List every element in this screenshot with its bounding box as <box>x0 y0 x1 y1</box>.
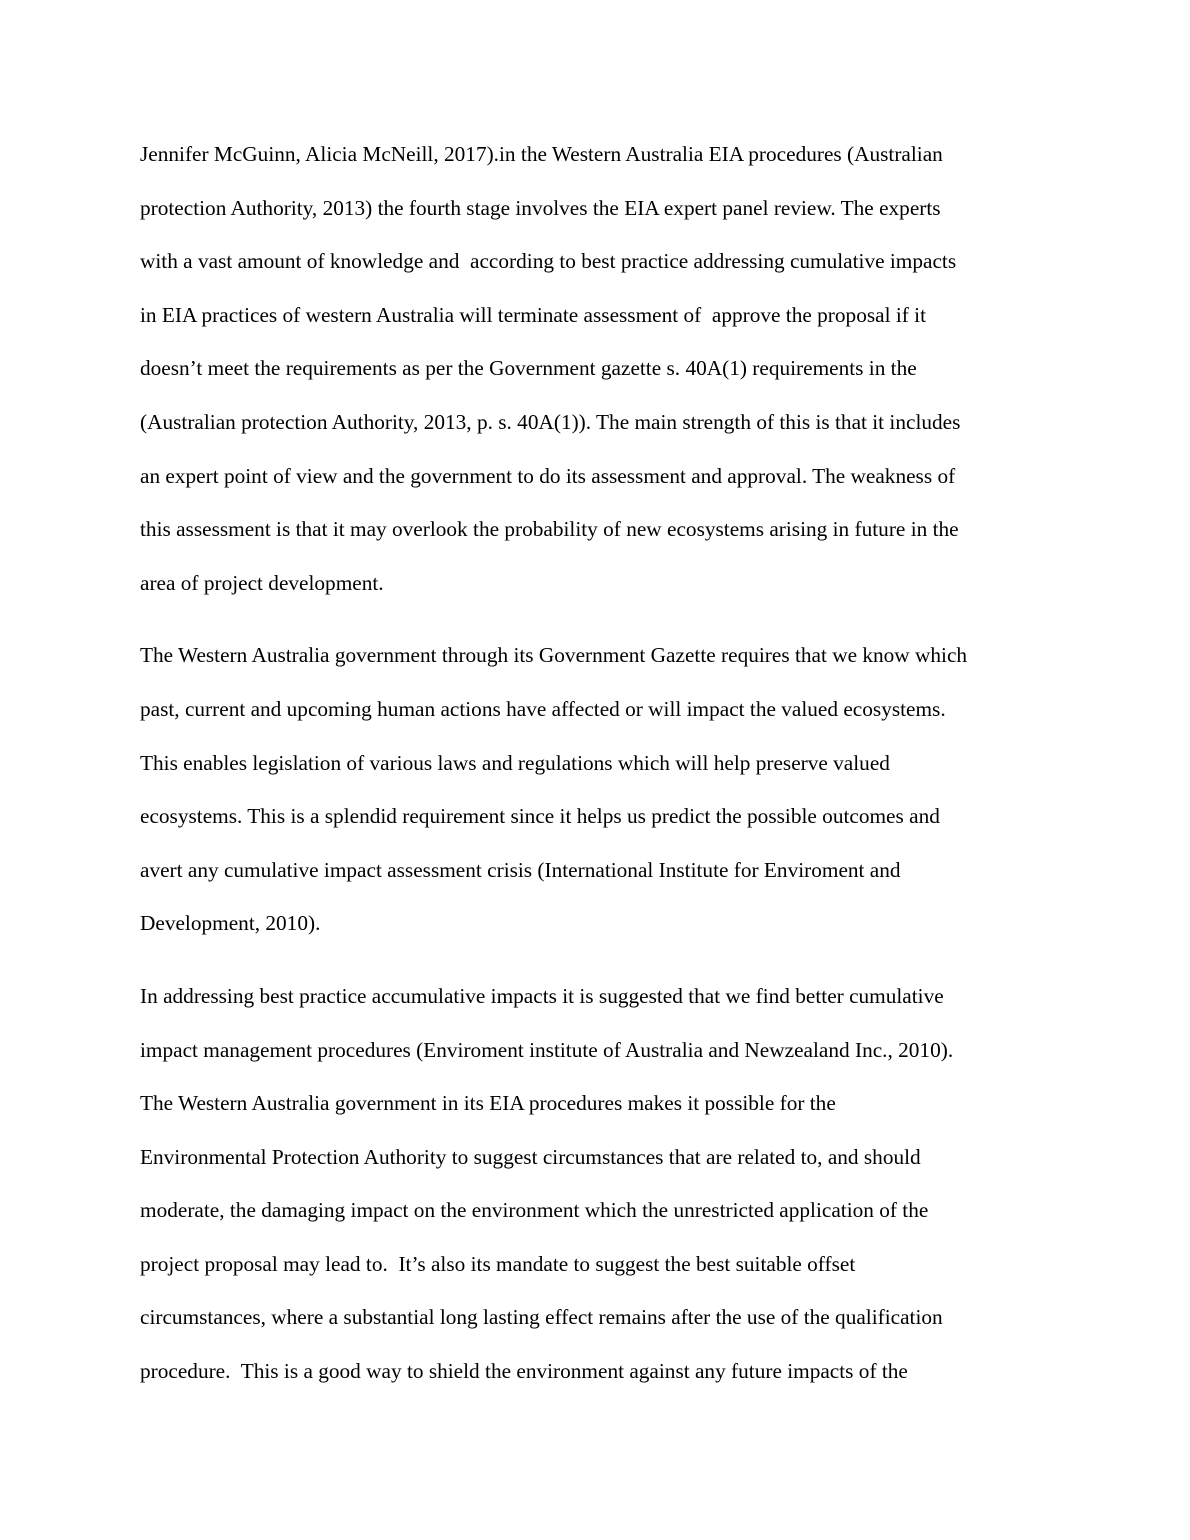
text-line: Development, 2010). <box>140 911 321 936</box>
text-line: ecosystems. This is a splendid requirement since it helps us predict the possible outcomes and <box>140 804 940 829</box>
text-line: The Western Australia government in its EIA procedures makes it possible for the <box>140 1091 836 1116</box>
text-line: this assessment is that it may overlook the probability of new ecosystems arising in future in the <box>140 517 959 542</box>
text-line: In addressing best practice accumulative impacts it is suggested that we find better cumulative <box>140 983 944 1008</box>
text-line: project proposal may lead to. It’s also its mandate to suggest the best suitable offset <box>140 1251 856 1276</box>
text-line: past, current and upcoming human actions have affected or will impact the valued ecosystems. <box>140 696 946 721</box>
text-line: area of project development. <box>140 570 384 595</box>
text-line: Jennifer McGuinn, Alicia McNeill, 2017).in the Western Australia EIA procedures (Australian <box>140 142 943 166</box>
text-line: in EIA practices of western Australia will terminate assessment of approve the proposal if it <box>140 302 926 327</box>
text-line: impact management procedures (Enviroment institute of Australia and Newzealand Inc., 2010). <box>140 1037 954 1062</box>
text-line: with a vast amount of knowledge and according to best practice addressing cumulative impacts <box>140 249 957 274</box>
text-line: (Australian protection Authority, 2013, p. s. 40A(1)). The main strength of this is that it includes <box>140 409 961 434</box>
text-line: The Western Australia government through its Government Gazette requires that we know which <box>140 643 968 668</box>
paragraph-spacing <box>140 620 1055 639</box>
text-line: avert any cumulative impact assessment crisis (International Institute for Enviroment and <box>140 857 901 882</box>
paragraph-spacing <box>140 961 1055 980</box>
text-line: an expert point of view and the government to do its assessment and approval. The weakness of <box>140 463 956 488</box>
text-line: procedure. This is a good way to shield the environment against any future impacts of the <box>140 1359 908 1384</box>
paragraph-2 <box>140 639 1055 961</box>
text-line: moderate, the damaging impact on the environment which the unrestricted application of the <box>140 1198 929 1223</box>
text-line: circumstances, where a substantial long lasting effect remains after the use of the qualification <box>140 1305 943 1330</box>
text-line: doesn’t meet the requirements as per the Government gazette s. 40A(1) requirements in the <box>140 356 917 381</box>
document-body <box>140 138 1055 1409</box>
paragraph-1 <box>140 138 1055 620</box>
text-line: This enables legislation of various laws and regulations which will help preserve valued <box>140 750 890 775</box>
text-line: protection Authority, 2013) the fourth stage involves the EIA expert panel review. The experts <box>140 195 941 220</box>
text-line: Environmental Protection Authority to suggest circumstances that are related to, and should <box>140 1144 921 1169</box>
paragraph-3 <box>140 980 1055 1409</box>
